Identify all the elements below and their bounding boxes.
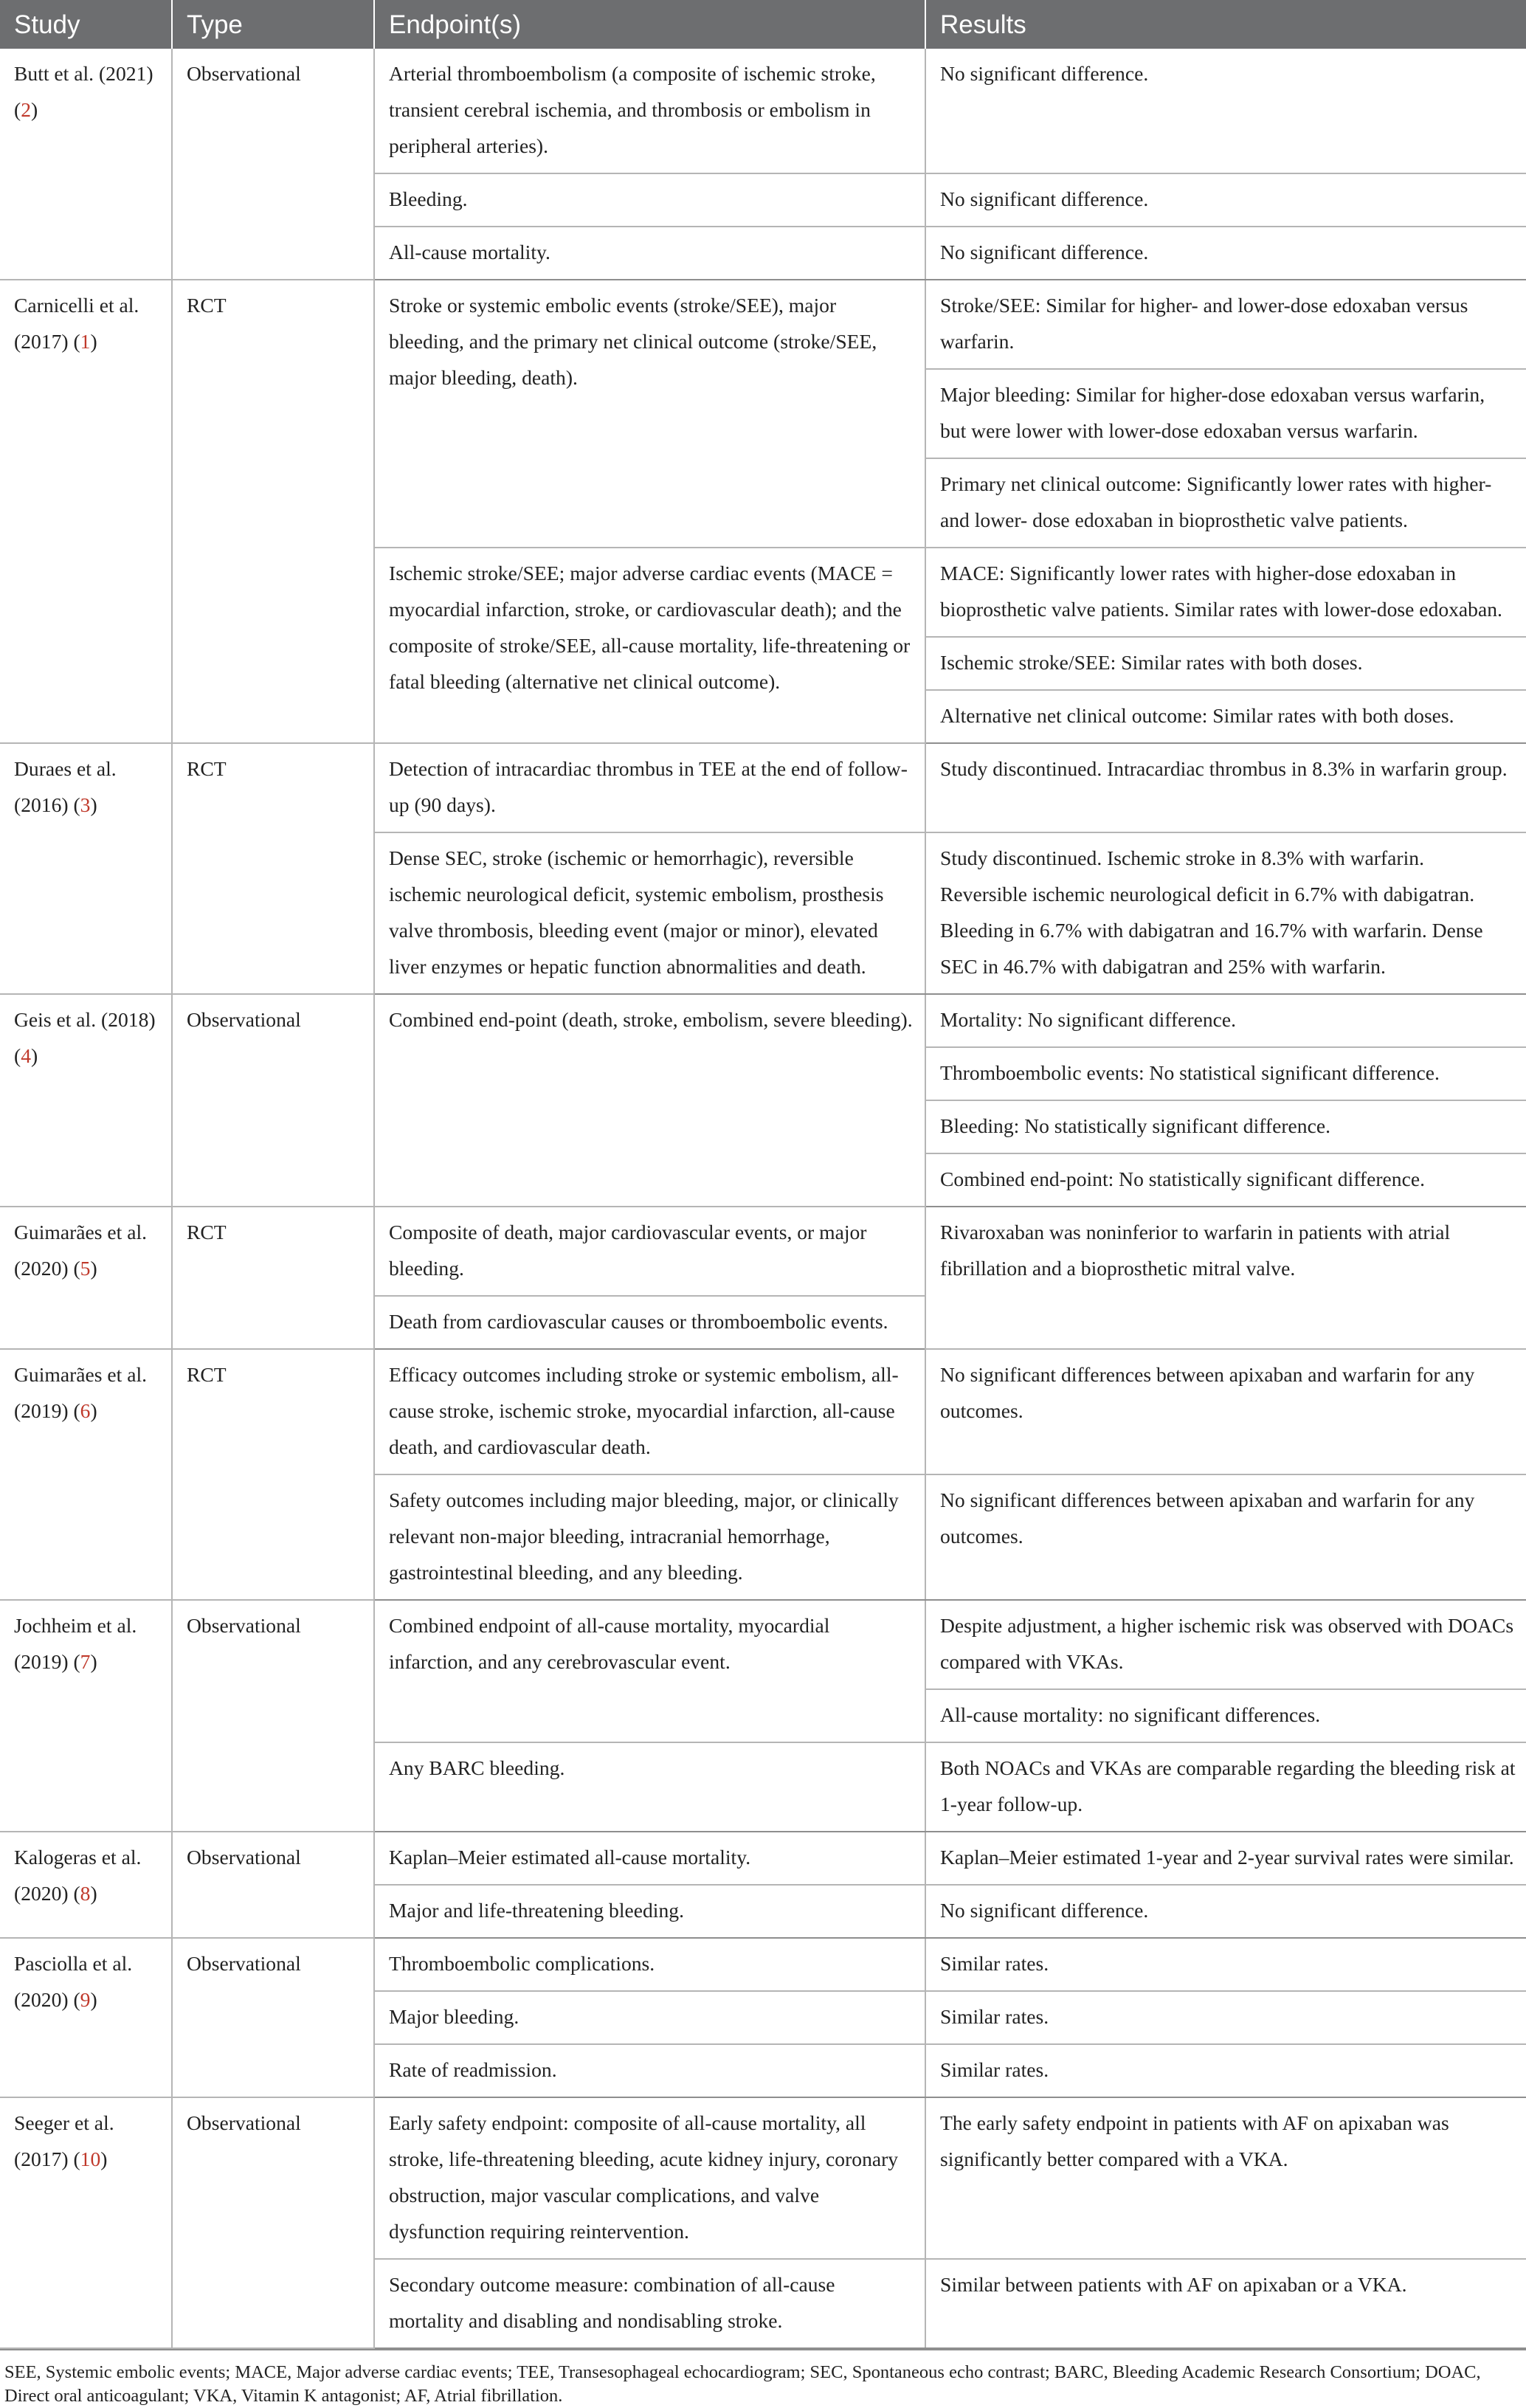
study-type: Observational [172, 1832, 374, 1938]
result-cell: Stroke/SEE: Similar for higher- and lower-dose edoxaban versus warfarin. [925, 280, 1526, 369]
result-cell: No significant difference. [925, 49, 1526, 173]
result-cell: Study discontinued. Intracardiac thrombus in 8.3% in warfarin group. [925, 743, 1526, 832]
study-cell: Butt et al. (2021) (2) [0, 49, 172, 280]
study-cell: Seeger et al. (2017) (10) [0, 2097, 172, 2348]
reference-link[interactable]: 9 [80, 1988, 91, 2011]
endpoint-cell: Secondary outcome measure: combination of all-cause mortality and disabling and nondisabling stroke. [374, 2259, 925, 2348]
study-type: Observational [172, 49, 374, 280]
reference-link[interactable]: 10 [80, 2147, 101, 2170]
result-cell: Despite adjustment, a higher ischemic risk was observed with DOACs compared with VKAs. [925, 1600, 1526, 1689]
header-results: Results [925, 0, 1526, 49]
result-cell: Similar between patients with AF on apixaban or a VKA. [925, 2259, 1526, 2348]
result-cell: Ischemic stroke/SEE: Similar rates with both doses. [925, 637, 1526, 690]
study-name: Kalogeras et al. (2020) [14, 1846, 142, 1905]
endpoint-cell: Composite of death, major cardiovascular events, or major bleeding. [374, 1207, 925, 1296]
result-cell: Bleeding: No statistically significant difference. [925, 1100, 1526, 1153]
study-name: Pasciolla et al. (2020) [14, 1952, 133, 2011]
endpoint-cell: Safety outcomes including major bleeding, major, or clinically relevant non-major bleeding, intracranial hemorrhage, gastrointestinal bleeding, and any bleeding. [374, 1474, 925, 1600]
study-type: RCT [172, 1207, 374, 1349]
endpoint-cell: Death from cardiovascular causes or thromboembolic events. [374, 1296, 925, 1349]
study-cell: Guimarães et al. (2020) (5) [0, 1207, 172, 1349]
endpoint-cell: Efficacy outcomes including stroke or systemic embolism, all-cause stroke, ischemic stroke, myocardial infarction, all-cause death, and cardiovascular death. [374, 1349, 925, 1474]
table-row [0, 2097, 1526, 2259]
endpoint-cell: Combined endpoint of all-cause mortality, myocardial infarction, and any cerebrovascular event. [374, 1600, 925, 1742]
reference-link[interactable]: 4 [21, 1044, 31, 1067]
result-cell: Similar rates. [925, 1991, 1526, 2044]
table-footnote: SEE, Systemic embolic events; MACE, Major adverse cardiac events; TEE, Transesophageal echocardiogram; SEC, Spontaneous echo contrast; BARC, Bleeding Academic Research Consortium; DOAC, Direct oral anticoagulant; VKA, Vitamin K antagonist; AF, Atrial fibrillation. [0, 2349, 1526, 2408]
study-type: Observational [172, 994, 374, 1207]
reference-link[interactable]: 6 [80, 1399, 91, 1422]
result-cell: Both NOACs and VKAs are comparable regarding the bleeding risk at 1-year follow-up. [925, 1742, 1526, 1832]
endpoint-cell: Bleeding. [374, 173, 925, 227]
study-cell: Pasciolla et al. (2020) (9) [0, 1938, 172, 2097]
table-row [0, 994, 1526, 1047]
header-endpoints: Endpoint(s) [374, 0, 925, 49]
study-name: Geis et al. (2018) [14, 1008, 156, 1031]
reference-link[interactable]: 3 [80, 793, 91, 816]
result-cell: The early safety endpoint in patients with AF on apixaban was significantly better compared with a VKA. [925, 2097, 1526, 2259]
result-cell: Study discontinued. Ischemic stroke in 8.3% with warfarin. Reversible ischemic neurological deficit in 6.7% with dabigatran. Bleeding in 6.7% with dabigatran and 16.7% with warfarin. Dense SEC in 46.7% with dabigatran and 25% with warfarin. [925, 832, 1526, 994]
result-cell: Similar rates. [925, 2044, 1526, 2097]
endpoint-cell: Combined end-point (death, stroke, embolism, severe bleeding). [374, 994, 925, 1207]
study-name: Duraes et al. (2016) [14, 757, 117, 816]
result-cell: No significant difference. [925, 173, 1526, 227]
study-type: Observational [172, 1938, 374, 2097]
result-cell: Similar rates. [925, 1938, 1526, 1991]
study-cell: Duraes et al. (2016) (3) [0, 743, 172, 994]
endpoint-cell: Major bleeding. [374, 1991, 925, 2044]
study-cell: Carnicelli et al. (2017) (1) [0, 280, 172, 743]
endpoint-cell: Arterial thromboembolism (a composite of ischemic stroke, transient cerebral ischemia, and thrombosis or embolism in peripheral arteries). [374, 49, 925, 173]
study-type: RCT [172, 743, 374, 994]
header-study: Study [0, 0, 172, 49]
study-name: Guimarães et al. (2019) [14, 1363, 148, 1422]
table-row [0, 743, 1526, 832]
endpoint-cell: Kaplan–Meier estimated all-cause mortality. [374, 1832, 925, 1885]
table-row [0, 280, 1526, 369]
table-body [0, 49, 1526, 2348]
endpoint-cell: Dense SEC, stroke (ischemic or hemorrhagic), reversible ischemic neurological deficit, systemic embolism, prosthesis valve thrombosis, bleeding event (major or minor), elevated liver enzymes or hepatic function abnormalities and death. [374, 832, 925, 994]
endpoint-cell: Rate of readmission. [374, 2044, 925, 2097]
table-row [0, 1938, 1526, 1991]
endpoint-cell: Stroke or systemic embolic events (stroke/SEE), major bleeding, and the primary net clinical outcome (stroke/SEE, major bleeding, death). [374, 280, 925, 548]
table-row [0, 1832, 1526, 1885]
endpoint-cell: Ischemic stroke/SEE; major adverse cardiac events (MACE = myocardial infarction, stroke, or cardiovascular death); and the composite of stroke/SEE, all-cause mortality, life-threatening or fatal bleeding (alternative net clinical outcome). [374, 548, 925, 743]
result-cell: No significant differences between apixaban and warfarin for any outcomes. [925, 1349, 1526, 1474]
endpoint-cell: Any BARC bleeding. [374, 1742, 925, 1832]
study-type: RCT [172, 1349, 374, 1600]
result-cell: No significant difference. [925, 227, 1526, 280]
table-row [0, 1349, 1526, 1474]
endpoint-cell: Major and life-threatening bleeding. [374, 1885, 925, 1938]
reference-link[interactable]: 8 [80, 1882, 91, 1905]
result-cell: Combined end-point: No statistically significant difference. [925, 1153, 1526, 1207]
study-name: Jochheim et al. (2019) [14, 1614, 137, 1673]
endpoint-cell: Thromboembolic complications. [374, 1938, 925, 1991]
table-row [0, 49, 1526, 173]
reference-link[interactable]: 2 [21, 98, 31, 121]
study-name: Butt et al. (2021) [14, 62, 153, 85]
result-cell: Alternative net clinical outcome: Similar rates with both doses. [925, 690, 1526, 743]
header-type: Type [172, 0, 374, 49]
study-name: Carnicelli et al. (2017) [14, 294, 139, 353]
result-cell: MACE: Significantly lower rates with higher-dose edoxaban in bioprosthetic valve patients. Similar rates with lower-dose edoxaban. [925, 548, 1526, 637]
result-cell: All-cause mortality: no significant differences. [925, 1689, 1526, 1742]
study-name: Seeger et al. (2017) [14, 2111, 114, 2170]
result-cell: Rivaroxaban was noninferior to warfarin in patients with atrial fibrillation and a bioprosthetic mitral valve. [925, 1207, 1526, 1349]
endpoint-cell: Detection of intracardiac thrombus in TEE at the end of follow-up (90 days). [374, 743, 925, 832]
reference-link[interactable]: 7 [80, 1650, 91, 1673]
study-cell: Geis et al. (2018) (4) [0, 994, 172, 1207]
result-cell: Major bleeding: Similar for higher-dose edoxaban versus warfarin, but were lower with lower-dose edoxaban versus warfarin. [925, 369, 1526, 458]
study-cell: Jochheim et al. (2019) (7) [0, 1600, 172, 1832]
study-type: RCT [172, 280, 374, 743]
study-cell: Guimarães et al. (2019) (6) [0, 1349, 172, 1600]
reference-link[interactable]: 5 [80, 1257, 91, 1280]
table-header [0, 0, 1526, 49]
study-name: Guimarães et al. (2020) [14, 1221, 148, 1280]
result-cell: No significant differences between apixaban and warfarin for any outcomes. [925, 1474, 1526, 1600]
result-cell: Thromboembolic events: No statistical significant difference. [925, 1047, 1526, 1100]
result-cell: Kaplan–Meier estimated 1-year and 2-year survival rates were similar. [925, 1832, 1526, 1885]
study-type: Observational [172, 2097, 374, 2348]
result-cell: No significant difference. [925, 1885, 1526, 1938]
endpoint-cell: All-cause mortality. [374, 227, 925, 280]
reference-link[interactable]: 1 [80, 330, 91, 353]
table-row [0, 1600, 1526, 1689]
study-type: Observational [172, 1600, 374, 1832]
result-cell: Mortality: No significant difference. [925, 994, 1526, 1047]
table-row [0, 1207, 1526, 1296]
result-cell: Primary net clinical outcome: Significantly lower rates with higher- and lower- dose edoxaban in bioprosthetic valve patients. [925, 458, 1526, 548]
study-cell: Kalogeras et al. (2020) (8) [0, 1832, 172, 1938]
endpoint-cell: Early safety endpoint: composite of all-cause mortality, all stroke, life-threatening bleeding, acute kidney injury, coronary obstruction, major vascular complications, and valve dysfunction requiring reintervention. [374, 2097, 925, 2259]
